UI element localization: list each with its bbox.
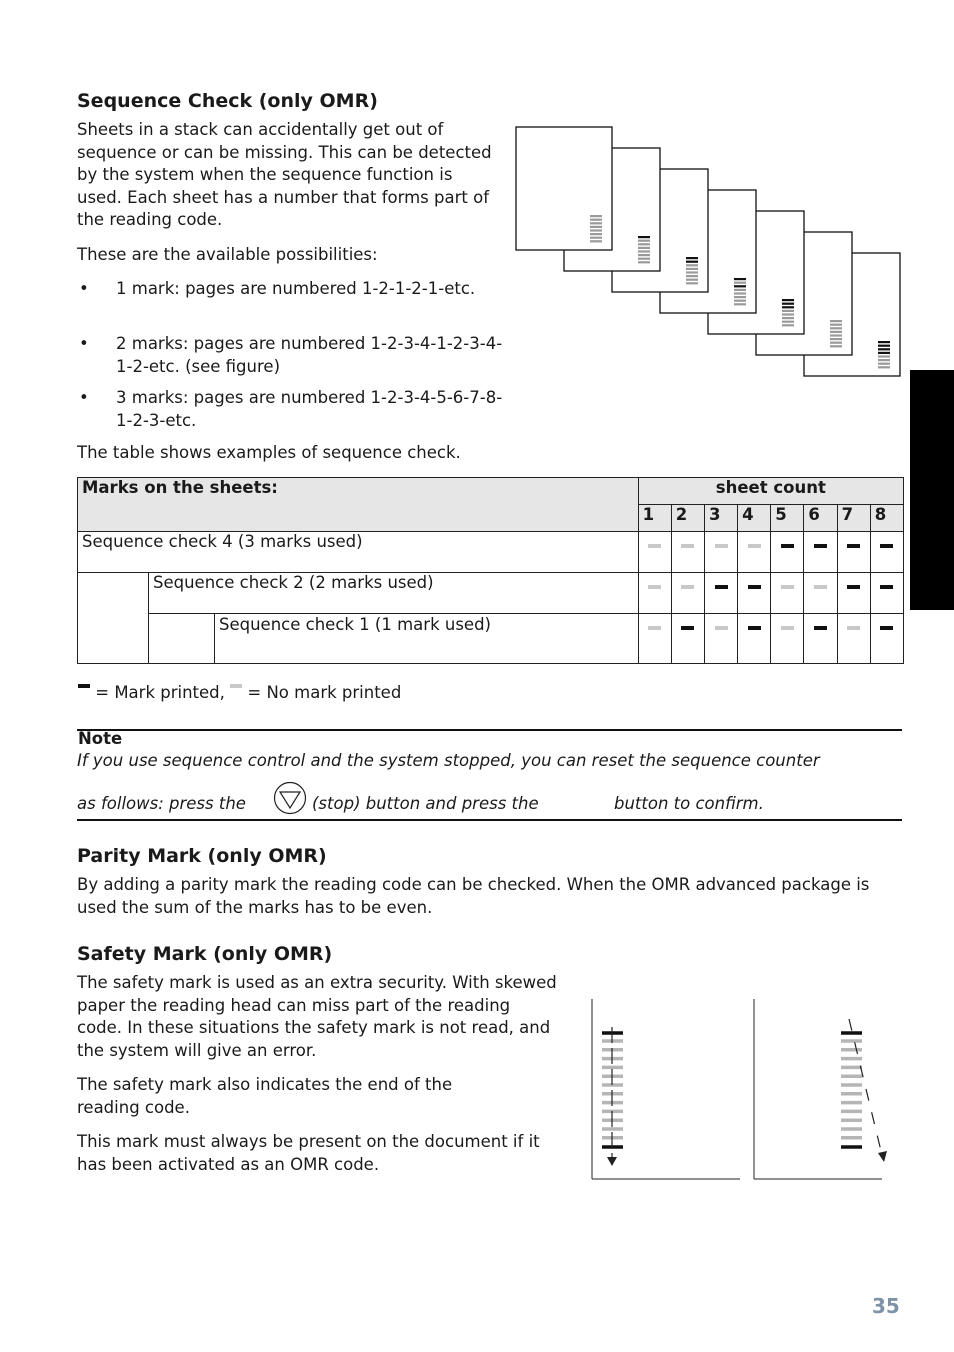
table-row bbox=[78, 573, 904, 614]
mark-cell bbox=[738, 614, 771, 664]
sheet-mark bbox=[878, 348, 890, 350]
sheet-mark bbox=[878, 366, 890, 368]
mark-cell bbox=[771, 532, 804, 573]
sheet-mark bbox=[830, 345, 842, 347]
note-line2a: as follows: press the bbox=[77, 794, 246, 813]
indent-cell bbox=[78, 573, 149, 664]
sheet-mark bbox=[830, 342, 842, 344]
mark-cell bbox=[870, 614, 903, 664]
sheet-mark bbox=[782, 321, 794, 323]
mark bbox=[814, 544, 827, 548]
table-row bbox=[78, 614, 904, 664]
sheet-mark bbox=[878, 355, 890, 357]
mark-cell bbox=[837, 614, 870, 664]
note-title: Note bbox=[78, 729, 123, 748]
sheet-mark bbox=[782, 324, 794, 326]
sheet-mark bbox=[638, 250, 650, 252]
row-label: Sequence check 4 (3 marks used) bbox=[78, 532, 639, 573]
mark-cell bbox=[738, 532, 771, 573]
sheet-count-header: sheet count bbox=[638, 478, 903, 505]
stop-button-icon bbox=[273, 781, 307, 815]
mark-cell bbox=[771, 573, 804, 614]
sheet-mark bbox=[878, 359, 890, 361]
safety-heading: Safety Mark (only OMR) bbox=[77, 943, 333, 965]
col-header: 6 bbox=[804, 505, 837, 532]
col-header: 5 bbox=[771, 505, 804, 532]
mark bbox=[847, 626, 860, 630]
sheet-mark bbox=[686, 282, 698, 284]
mark-cell bbox=[704, 614, 737, 664]
safety-p3: This mark must always be present on the document if it has been activated as an OMR code. bbox=[77, 1132, 540, 1174]
sheet-mark bbox=[734, 292, 746, 294]
note-top-rule bbox=[77, 729, 902, 731]
sheet-mark bbox=[686, 257, 698, 259]
mark bbox=[715, 626, 728, 630]
possibilities-text: These are the available possibilities: bbox=[77, 245, 378, 264]
sheet-mark bbox=[638, 236, 650, 238]
sheet-mark bbox=[590, 215, 602, 217]
safety-p1: The safety mark is used as an extra security. With skewed paper the reading head can miss part of the reading code. In these situations the safety mark is not read, and the system will give an error. bbox=[77, 973, 557, 1060]
sheet-mark bbox=[686, 275, 698, 277]
sheet-mark bbox=[590, 226, 602, 228]
sheet-mark bbox=[638, 240, 650, 242]
sheet-mark bbox=[686, 264, 698, 266]
mark-cell bbox=[837, 532, 870, 573]
row-label: Sequence check 2 (2 marks used) bbox=[149, 573, 639, 614]
mark bbox=[748, 544, 761, 548]
mark bbox=[781, 585, 794, 589]
sheet-mark bbox=[686, 271, 698, 273]
sheet-mark bbox=[638, 243, 650, 245]
sheet-mark bbox=[590, 222, 602, 224]
mark bbox=[814, 626, 827, 630]
sheet-mark bbox=[782, 310, 794, 312]
chapter-tab bbox=[910, 370, 954, 610]
legend-printed: = Mark printed, bbox=[95, 683, 225, 702]
mark-cell bbox=[804, 532, 837, 573]
mark bbox=[715, 544, 728, 548]
note-line1: If you use sequence control and the system stopped, you can reset the sequence counter bbox=[77, 751, 820, 770]
mark bbox=[748, 585, 761, 589]
sheet-mark bbox=[590, 240, 602, 242]
sequence-table bbox=[77, 477, 904, 664]
mark-cell bbox=[804, 573, 837, 614]
mark-cell bbox=[704, 573, 737, 614]
mark bbox=[681, 585, 694, 589]
mark-cell bbox=[671, 532, 704, 573]
bullet-dot: • bbox=[79, 388, 89, 407]
sheet-mark bbox=[782, 299, 794, 301]
sheet-mark bbox=[830, 338, 842, 340]
mark-cell bbox=[804, 614, 837, 664]
sequence-heading: Sequence Check (only OMR) bbox=[77, 90, 378, 112]
mark bbox=[781, 626, 794, 630]
mark bbox=[847, 544, 860, 548]
indent-cell bbox=[149, 614, 215, 664]
sheet-mark bbox=[782, 313, 794, 315]
sheet-mark bbox=[638, 261, 650, 263]
bullet-item: 2 marks: pages are numbered 1-2-3-4-1-2-3-4-1-2-etc. (see figure) bbox=[116, 334, 503, 376]
note-bottom-rule bbox=[77, 819, 902, 821]
bullet-dot: • bbox=[79, 334, 89, 353]
mark-printed-icon bbox=[78, 684, 90, 688]
sheet-mark bbox=[638, 258, 650, 260]
mark bbox=[648, 626, 661, 630]
safety-p2: The safety mark also indicates the end of the reading code. bbox=[77, 1075, 453, 1117]
sheet-mark bbox=[734, 278, 746, 280]
table-intro: The table shows examples of sequence check. bbox=[77, 443, 461, 462]
sheet-mark bbox=[878, 341, 890, 343]
col-header: 1 bbox=[638, 505, 671, 532]
bullet-dot: • bbox=[79, 279, 89, 298]
mark-cell bbox=[771, 614, 804, 664]
sheet-mark bbox=[638, 254, 650, 256]
sheet-mark bbox=[686, 261, 698, 263]
mark bbox=[748, 626, 761, 630]
note-line2c: button to confirm. bbox=[614, 794, 764, 813]
sheet-mark bbox=[830, 331, 842, 333]
col-header: 3 bbox=[704, 505, 737, 532]
sheet-mark bbox=[686, 268, 698, 270]
table-row bbox=[78, 532, 904, 573]
mark-cell bbox=[638, 573, 671, 614]
col-header: 2 bbox=[671, 505, 704, 532]
sheet-stack-figure bbox=[510, 122, 910, 384]
legend bbox=[78, 682, 401, 704]
sheet-mark bbox=[830, 334, 842, 336]
row-label: Sequence check 1 (1 mark used) bbox=[215, 614, 639, 664]
sheet-mark bbox=[782, 303, 794, 305]
mark bbox=[648, 544, 661, 548]
bullet-item: 1 mark: pages are numbered 1-2-1-2-1-etc. bbox=[116, 279, 476, 298]
sheet-mark bbox=[590, 219, 602, 221]
bullet-item: 3 marks: pages are numbered 1-2-3-4-5-6-7-8-1-2-3-etc. bbox=[116, 388, 503, 430]
page-number: 35 bbox=[872, 1294, 900, 1318]
sheet-mark bbox=[830, 320, 842, 322]
sheet-mark bbox=[590, 237, 602, 239]
mark bbox=[814, 585, 827, 589]
mark bbox=[880, 626, 893, 630]
mark-not-printed-icon bbox=[230, 684, 242, 688]
sheet-mark bbox=[734, 285, 746, 287]
mark bbox=[681, 544, 694, 548]
mark bbox=[681, 626, 694, 630]
mark bbox=[880, 544, 893, 548]
mark-cell bbox=[870, 532, 903, 573]
mark bbox=[715, 585, 728, 589]
mark-cell bbox=[870, 573, 903, 614]
mark bbox=[648, 585, 661, 589]
mark-cell bbox=[738, 573, 771, 614]
col-header: 4 bbox=[738, 505, 771, 532]
parity-text: By adding a parity mark the reading code can be checked. When the OMR advanced package is used the sum of the marks has to be even. bbox=[77, 875, 870, 917]
marks-header: Marks on the sheets: bbox=[78, 478, 639, 532]
sheet-mark bbox=[734, 300, 746, 302]
mark-cell bbox=[671, 573, 704, 614]
sheet-mark bbox=[878, 352, 890, 354]
sheet-mark bbox=[878, 363, 890, 365]
sheet-mark bbox=[734, 296, 746, 298]
sheet-mark bbox=[734, 282, 746, 284]
sheet-mark bbox=[686, 279, 698, 281]
sheet-mark bbox=[734, 303, 746, 305]
col-header: 8 bbox=[870, 505, 903, 532]
sheet-mark bbox=[590, 229, 602, 231]
safety-mark-figure bbox=[585, 995, 895, 1185]
legend-not-printed: = No mark printed bbox=[247, 683, 402, 702]
mark-cell bbox=[704, 532, 737, 573]
sheet-mark bbox=[638, 247, 650, 249]
mark bbox=[781, 544, 794, 548]
mark bbox=[880, 585, 893, 589]
parity-heading: Parity Mark (only OMR) bbox=[77, 845, 327, 867]
sheet-mark bbox=[830, 324, 842, 326]
sheet-mark bbox=[830, 327, 842, 329]
mark bbox=[847, 585, 860, 589]
sheet-mark bbox=[590, 233, 602, 235]
sequence-intro: Sheets in a stack can accidentally get out of sequence or can be missing. This can be detected by the system when the sequence function is used. Each sheet has a number that forms part of the reading code. bbox=[77, 120, 492, 229]
note-line2b: (stop) button and press the bbox=[312, 794, 539, 813]
mark-cell bbox=[837, 573, 870, 614]
mark-cell bbox=[638, 614, 671, 664]
mark-cell bbox=[671, 614, 704, 664]
sheet-mark bbox=[878, 345, 890, 347]
sheet-mark bbox=[782, 317, 794, 319]
mark-cell bbox=[638, 532, 671, 573]
sheet-mark bbox=[734, 289, 746, 291]
col-header: 7 bbox=[837, 505, 870, 532]
sheet-mark bbox=[782, 306, 794, 308]
